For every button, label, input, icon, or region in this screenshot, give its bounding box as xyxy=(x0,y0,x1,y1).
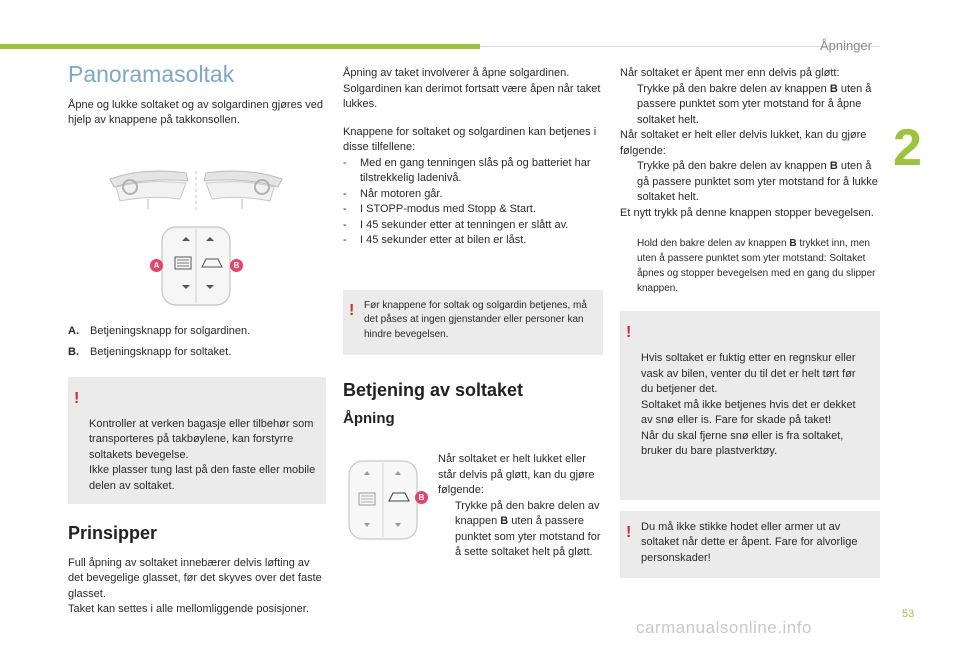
list-item: - Når motoren går. xyxy=(343,187,603,203)
warning-box-moisture xyxy=(620,311,880,500)
bullet-item: Trykke på den bakre delen av knappen B uten å passere punktet som yter motstand for å åpne soltaket helt. xyxy=(637,82,872,126)
warning-text: Kontroller at verken bagasje eller tilbehør som transporteres på takbøylene, kan forstyrre soltakets bevegelse. Ikke plasser tung last på den faste eller mobile delen av soltaket. xyxy=(89,417,316,492)
warning-text: Du må ikke stikke hodet eller armer ut av soltaket når dette er åpent. Fare for alvorlige personskader! xyxy=(641,520,858,564)
sunroof-switch-icon xyxy=(347,459,425,541)
operation-heading: Betjening av soltaket xyxy=(343,380,524,400)
legend-key: B. xyxy=(68,346,79,358)
page-number: 53 xyxy=(902,608,915,620)
opening-heading: Åpning xyxy=(343,409,395,427)
column-right xyxy=(620,66,880,578)
opening-intro: Åpning av taket involverer å åpne solgardinen. Solgardinen kan derimot fortsatt være åpen når taket lukkes. xyxy=(343,67,601,110)
legend-item xyxy=(68,345,326,361)
list-item: - I STOPP-modus med Stopp & Start. xyxy=(343,202,603,218)
legend-item xyxy=(68,324,326,340)
legend-text: Betjeningsknapp for soltaket. xyxy=(90,346,232,358)
section-name: Åpninger xyxy=(819,38,872,53)
warning-icon: ! xyxy=(626,324,632,341)
column-middle xyxy=(343,66,603,426)
closed-text: Når soltaket er helt eller delvis lukket, kan du gjøre følgende: xyxy=(620,129,867,157)
list-item: - I 45 sekunder etter at tenningen er slått av. xyxy=(343,218,603,234)
warning-box-obstruction xyxy=(343,290,603,356)
label-b: B xyxy=(230,259,243,272)
warning-icon: ! xyxy=(349,301,355,319)
bullet-item: Trykke på den bakre delen av knappen B uten å gå passere punktet som yter motstand for å lukke soltaket helt. xyxy=(637,160,878,203)
principle-text: Full åpning av soltaket innebærer delvis løfting av det bevegelige glasset, før det skyves over det faste glasset. Taket kan settes i alle mellomliggende posisjoner. xyxy=(68,556,322,615)
bullet-item: Trykke på den bakre delen av knappen B uten å passere punktet som yter motstand for å sette soltaket helt på gløtt. xyxy=(455,499,601,558)
warning-box-safety xyxy=(620,511,880,579)
warning-icon: ! xyxy=(626,523,632,541)
page-title: Panoramasoltak xyxy=(68,61,235,87)
top-accent-bar xyxy=(0,44,480,49)
column-left xyxy=(68,62,326,618)
console-drawing-icon xyxy=(68,165,326,320)
chapter-number: 2 xyxy=(893,119,922,177)
principle-heading: Prinsipper xyxy=(68,523,158,543)
conditions-list xyxy=(343,156,603,249)
list-item: - Med en gang tenningen slås på og batteriet har tilstrekkelig ladenivå. xyxy=(343,156,603,187)
watermark: carmanualsonline.info xyxy=(636,618,812,637)
label-a: A xyxy=(150,259,163,272)
opening-instructions xyxy=(438,452,603,561)
label-b: B xyxy=(415,491,428,504)
warning-text: Hvis soltaket er fuktig etter en regnskur eller vask av bilen, venter du til det er helt tørt før du betjener det. Soltaket må ikke betjenes hvis det er dekket av snø eller is. Fare for skade på taket! Når du skal fjerne snø eller is fra soltaket, bruker du bare plastverktøy. xyxy=(641,352,856,457)
legend-key: A. xyxy=(68,324,79,337)
roof-console-illustration xyxy=(68,165,326,320)
stop-text: Et nytt trykk på denne knappen stopper bevegelsen. xyxy=(620,206,874,219)
legend-list xyxy=(68,324,326,361)
open-more-text: Når soltaket er åpent mer enn delvis på gløtt: xyxy=(620,67,840,79)
warning-text: Før knappene for soltak og solgardin betjenes, må det påses at ingen gjenstander eller personer kan hindre bevegelsen. xyxy=(364,299,587,340)
list-item: - I 45 sekunder etter at bilen er låst. xyxy=(343,233,603,249)
bullet-item: Hold den bakre delen av knappen B trykket inn, men uten å passere punktet som yter motstand: Soltaket åpnes og stopper bevegelsen med en gang du slipper knappen. xyxy=(637,238,876,294)
opening-text: Når soltaket er helt lukket eller står delvis på gløtt, kan du gjøre følgende: xyxy=(438,453,595,496)
legend-text: Betjeningsknapp for solgardinen. xyxy=(90,324,251,337)
warning-box-luggage xyxy=(68,377,326,505)
intro-text: Åpne og lukke soltaket og av solgardinen gjøres ved hjelp av knappene på takkonsollen. xyxy=(68,98,323,126)
sunroof-button-illustration xyxy=(347,459,425,541)
warning-icon: ! xyxy=(74,389,80,407)
conditions-intro: Knappene for soltaket og solgardinen kan betjenes i disse tilfellene: xyxy=(343,125,597,153)
